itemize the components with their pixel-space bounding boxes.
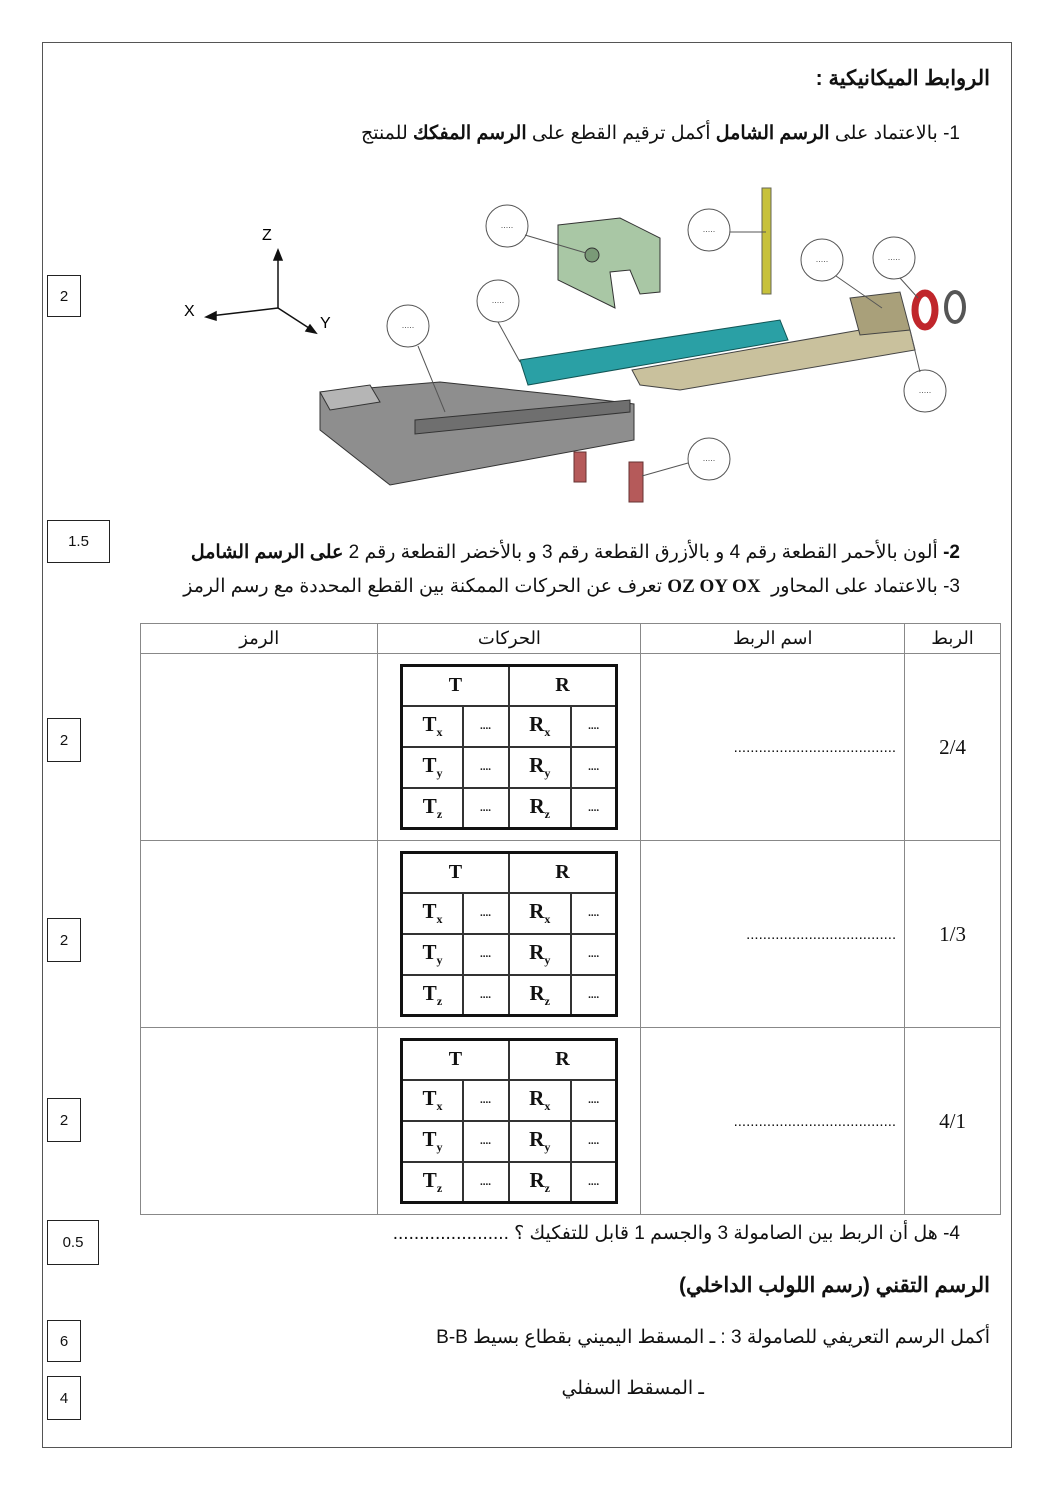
part-pin [762, 188, 771, 294]
part-block [558, 218, 660, 308]
motion-label: $R_x$ [509, 706, 571, 747]
question-4: 4- هل أن الربط بين الصامولة 3 والجسم 1 قابل للتفكيك ؟ ...................... [392, 1223, 960, 1244]
question-2 [191, 541, 960, 564]
q-text: 3- بالاعتماد على المحاور [771, 576, 960, 597]
translation-header: T [402, 666, 509, 706]
motion-answer[interactable]: .... [463, 975, 509, 1016]
part-number-bubble: ..... [887, 252, 901, 262]
motion-label: $T_z$ [402, 788, 463, 829]
table-row [141, 1028, 1001, 1215]
table-row [141, 654, 1001, 841]
question-1 [361, 122, 960, 145]
score-box: 2 [47, 918, 81, 962]
motion-answer[interactable]: .... [571, 934, 617, 975]
motion-label: $R_x$ [509, 1080, 571, 1121]
part-bolt [629, 462, 643, 502]
motion-answer[interactable]: .... [571, 975, 617, 1016]
motion-answer[interactable]: .... [571, 706, 617, 747]
motion-answer[interactable]: .... [463, 706, 509, 747]
q-text: أكمل ترقيم القطع على [526, 123, 716, 144]
translation-header: T [402, 1040, 509, 1080]
motion-answer[interactable]: .... [571, 893, 617, 934]
motion-answer[interactable]: .... [571, 747, 617, 788]
link-name-field[interactable]: ....................................... [641, 654, 905, 841]
motion-answer[interactable]: .... [571, 1080, 617, 1121]
header-symbol: الرمز [141, 624, 378, 654]
translation-header: T [402, 853, 509, 893]
motion-label: $R_z$ [509, 975, 571, 1016]
motion-label: $R_x$ [509, 893, 571, 934]
part-number-bubble: ..... [401, 320, 415, 330]
axis-x: X [184, 303, 195, 320]
link-name-field[interactable]: .................................... [641, 841, 905, 1028]
motion-answer[interactable]: .... [463, 747, 509, 788]
motion-answer[interactable]: .... [463, 1080, 509, 1121]
motion-label: $R_y$ [509, 747, 571, 788]
part-number-bubble: ..... [815, 254, 829, 264]
section2-title: الرسم التقني (رسم اللولب الداخلي) [678, 1274, 990, 1297]
motion-answer[interactable]: .... [463, 788, 509, 829]
q-bold: الرسم المفكك [413, 123, 527, 144]
motion-answer[interactable]: .... [571, 1162, 617, 1203]
header-motions: الحركات [378, 624, 641, 654]
q-text: بالاعتماد على [829, 123, 938, 144]
motions-cell [378, 654, 641, 841]
rotation-header: R [509, 1040, 617, 1080]
motion-label: $T_z$ [402, 975, 463, 1016]
part-number-bubble: ..... [491, 295, 505, 305]
section-title: الروابط الميكانيكية : [815, 67, 990, 90]
axes-label: OZ OY OX [667, 576, 761, 597]
motion-label: $R_z$ [509, 1162, 571, 1203]
motions-cell [378, 1028, 641, 1215]
axis-z: Z [262, 227, 272, 244]
axes-icon [206, 250, 316, 333]
part-bolt [574, 452, 586, 482]
motion-label: $T_x$ [402, 706, 463, 747]
motion-label: $T_y$ [402, 1121, 463, 1162]
part-number-bubble: ..... [702, 453, 716, 463]
link-id: 2/4 [905, 654, 1001, 841]
rotation-header: R [509, 853, 617, 893]
motion-answer[interactable]: .... [463, 1162, 509, 1203]
motions-grid [400, 851, 618, 1017]
table-row [141, 841, 1001, 1028]
q-bold: الرسم الشامل [715, 123, 830, 144]
q-num: 2- [943, 542, 960, 563]
part-ring [946, 292, 964, 322]
motion-label: $T_y$ [402, 934, 463, 975]
question-3 [183, 575, 960, 598]
motion-answer[interactable]: .... [571, 788, 617, 829]
motion-label: $T_y$ [402, 747, 463, 788]
motion-label: $T_z$ [402, 1162, 463, 1203]
header-link: الربط [905, 624, 1001, 654]
q-num: 1- [943, 123, 960, 144]
link-id: 1/3 [905, 841, 1001, 1028]
axis-y: Y [320, 315, 331, 332]
motion-label: $R_y$ [509, 934, 571, 975]
q-text: ألون بالأحمر القطعة رقم 4 و بالأزرق القطعة رقم 3 و بالأخضر القطعة رقم 2 [343, 542, 944, 563]
motions-grid [400, 664, 618, 830]
symbol-cell[interactable] [141, 654, 378, 841]
motion-answer[interactable]: .... [463, 934, 509, 975]
q-text: تعرف عن الحركات الممكنة بين القطع المحددة مع رسم الرمز [183, 576, 663, 597]
links-table [140, 623, 1001, 1215]
motion-answer[interactable]: .... [571, 1121, 617, 1162]
score-box: 2 [47, 1098, 81, 1142]
motion-answer[interactable]: .... [463, 893, 509, 934]
link-name-field[interactable]: ....................................... [641, 1028, 905, 1215]
score-box: 1.5 [47, 520, 110, 563]
score-box: 2 [47, 718, 81, 762]
score-box: 4 [47, 1376, 81, 1420]
symbol-cell[interactable] [141, 841, 378, 1028]
motion-label: $R_y$ [509, 1121, 571, 1162]
part-number-bubble: ..... [500, 220, 514, 230]
motion-label: $T_x$ [402, 1080, 463, 1121]
rotation-header: R [509, 666, 617, 706]
motions-cell [378, 841, 641, 1028]
link-id: 4/1 [905, 1028, 1001, 1215]
header-name: اسم الربط [641, 624, 905, 654]
score-box: 0.5 [47, 1220, 99, 1265]
part-number-bubble: ..... [702, 224, 716, 234]
symbol-cell[interactable] [141, 1028, 378, 1215]
motion-answer[interactable]: .... [463, 1121, 509, 1162]
q-bold: على الرسم الشامل [190, 542, 344, 563]
score-box: 6 [47, 1320, 81, 1362]
q-text: للمنتج [360, 123, 414, 144]
exploded-view-figure [170, 180, 990, 510]
task-line-1: أكمل الرسم التعريفي للصامولة 3 : ـ المسقط اليميني بقطاع بسيط B-B [436, 1327, 990, 1348]
part-washer [915, 293, 935, 327]
motion-label: $R_z$ [509, 788, 571, 829]
part-number-bubble: ..... [918, 385, 932, 395]
motions-grid [400, 1038, 618, 1204]
score-box: 2 [47, 275, 81, 317]
task-line-2: ـ المسقط السفلي [561, 1378, 704, 1399]
motion-label: $T_x$ [402, 893, 463, 934]
